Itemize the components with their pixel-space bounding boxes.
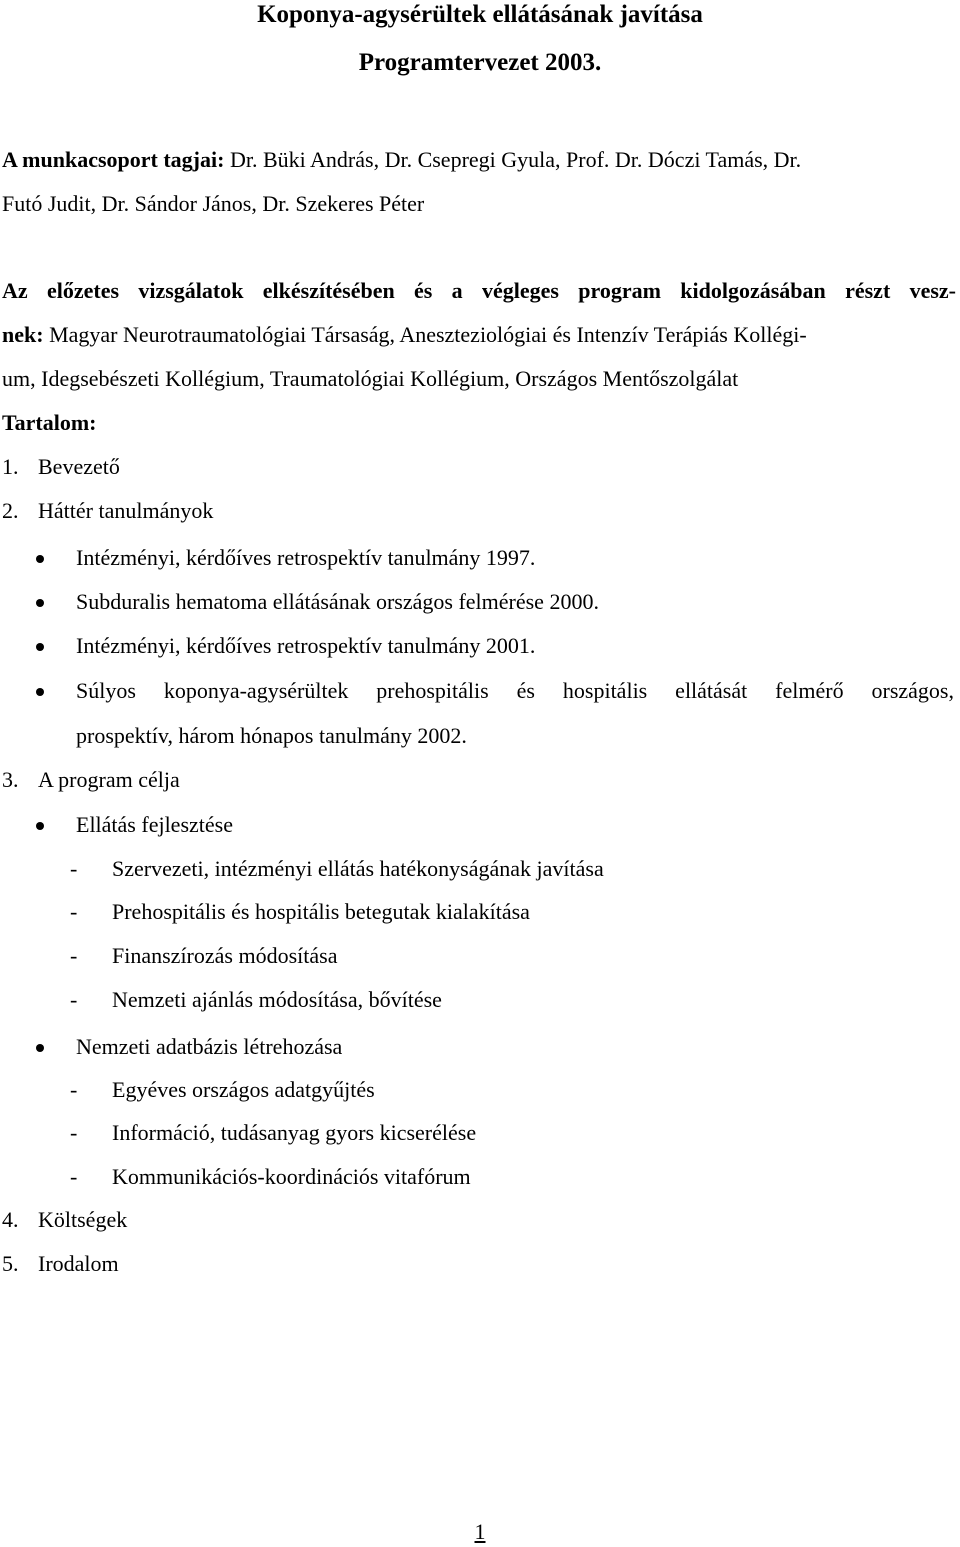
dash-marker: - (70, 856, 78, 881)
participants-label: nek: (2, 322, 44, 347)
study-1997: Intézményi, kérdőíves retrospektív tanulmány 1997. (76, 545, 536, 570)
study-2002-line-1: Súlyos koponya-agysérültek prehospitális és hospitális ellátását felmérő országos, (76, 678, 954, 703)
dash-marker: - (70, 943, 78, 968)
goal-1-sub-4: Nemzeti ajánlás módosítása, bővítése (112, 987, 442, 1012)
toc-item-costs: Költségek (38, 1207, 128, 1232)
goal-care-development: Ellátás fejlesztése (76, 812, 233, 837)
members-line-1 (2, 146, 801, 174)
goal-1-sub-2: Prehospitális és hospitális betegutak kialakítása (112, 899, 530, 924)
members-names-1: Dr. Büki András, Dr. Csepregi Gyula, Prof. Dr. Dóczi Tamás, Dr. (229, 147, 802, 172)
dash-marker: - (70, 987, 78, 1012)
bullet-icon (36, 555, 44, 563)
participants-line-2 (2, 321, 807, 349)
document-title: Koponya-agysérültek ellátásának javítása (257, 1, 703, 28)
toc-number-2: 2. (2, 498, 19, 523)
toc-number-1: 1. (2, 454, 19, 479)
participants-line-1: Az előzetes vizsgálatok elkészítésében és a végleges program kidolgozásában részt vesz- (2, 278, 956, 303)
goal-2-sub-3: Kommunikációs-koordinációs vitafórum (112, 1164, 471, 1189)
study-2000: Subduralis hematoma ellátásának országos felmérése 2000. (76, 589, 599, 614)
dash-marker: - (70, 1077, 78, 1102)
study-2002-line-2: prospektív, három hónapos tanulmány 2002. (76, 723, 467, 748)
participants-names-2: Magyar Neurotraumatológiai Társaság, Aneszteziológiai és Intenzív Terápiás Kollégi- (49, 322, 807, 347)
participants-line-3: um, Idegsebészeti Kollégium, Traumatológiai Kollégium, Országos Mentőszolgálat (2, 366, 739, 391)
bullet-icon (36, 822, 44, 830)
toc-heading: Tartalom: (2, 410, 97, 435)
toc-item-literature: Irodalom (38, 1251, 119, 1276)
goal-2-sub-1: Egyéves országos adatgyűjtés (112, 1077, 375, 1102)
bullet-icon (36, 1044, 44, 1052)
members-names-2: Futó Judit, Dr. Sándor János, Dr. Szekeres Péter (2, 191, 425, 216)
goal-1-sub-1: Szervezeti, intézményi ellátás hatékonyságának javítása (112, 856, 604, 881)
toc-item-program-goal: A program célja (38, 767, 180, 792)
study-2001: Intézményi, kérdőíves retrospektív tanulmány 2001. (76, 633, 536, 658)
dash-marker: - (70, 899, 78, 924)
members-label: A munkacsoport tagjai: (2, 147, 225, 172)
bullet-icon (36, 643, 44, 651)
dash-marker: - (70, 1120, 78, 1145)
toc-number-3: 3. (2, 767, 19, 792)
goal-national-database: Nemzeti adatbázis létrehozása (76, 1034, 343, 1059)
toc-number-5: 5. (2, 1251, 19, 1276)
toc-number-4: 4. (2, 1207, 19, 1232)
goal-2-sub-2: Információ, tudásanyag gyors kicserélése (112, 1120, 477, 1145)
toc-item-background: Háttér tanulmányok (38, 498, 214, 523)
page-number: 1 (474, 1519, 486, 1544)
bullet-icon (36, 688, 44, 696)
document-subtitle: Programtervezet 2003. (358, 49, 602, 76)
toc-item-introduction: Bevezető (38, 454, 120, 479)
goal-1-sub-3: Finanszírozás módosítása (112, 943, 338, 968)
bullet-icon (36, 599, 44, 607)
dash-marker: - (70, 1164, 78, 1189)
